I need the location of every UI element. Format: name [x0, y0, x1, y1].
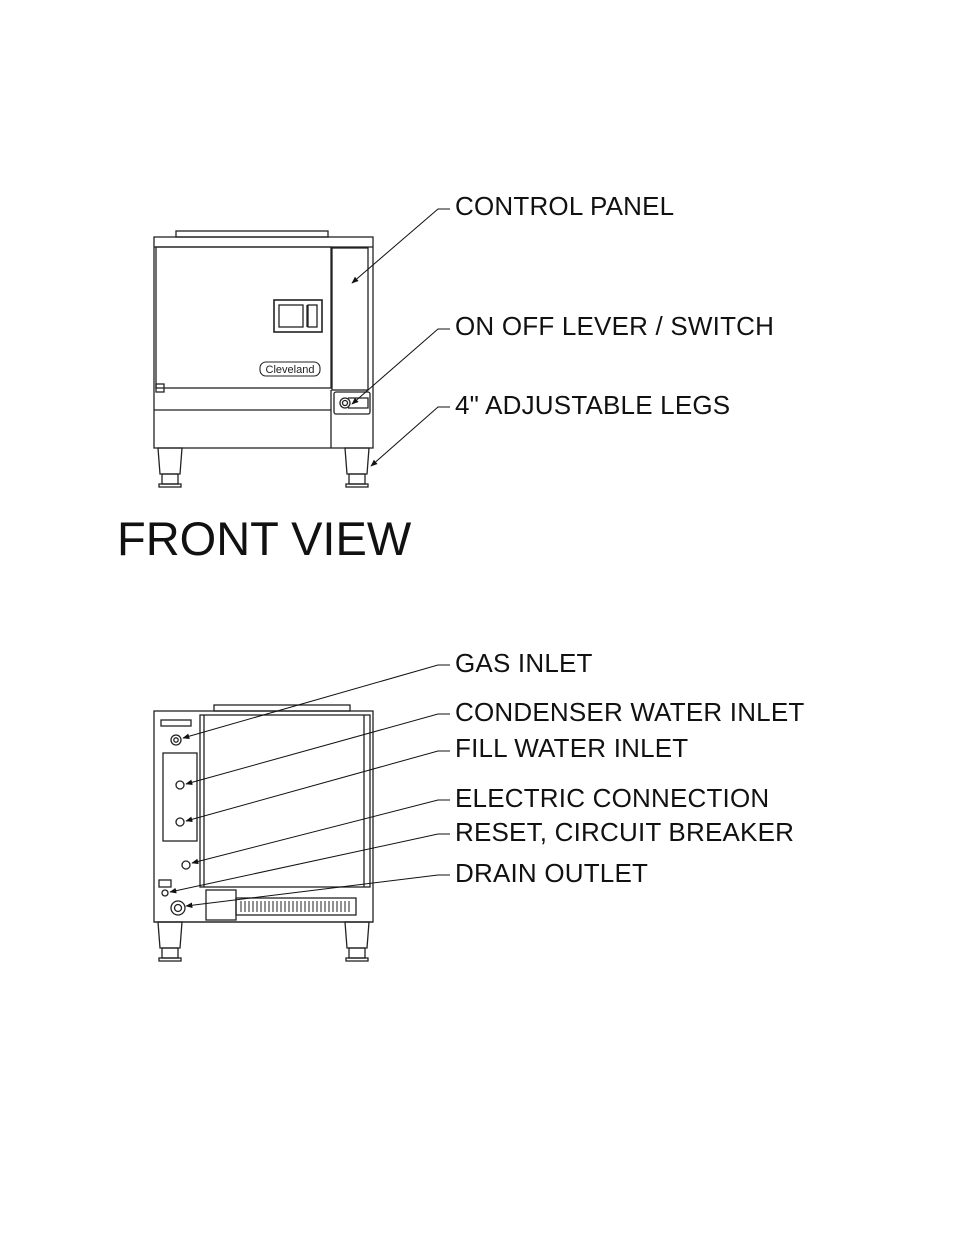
svg-text:Cleveland: Cleveland: [265, 364, 315, 376]
label-reset-circuit-breaker: RESET, CIRCUIT BREAKER: [455, 817, 795, 847]
rear-legs: [158, 922, 369, 961]
rear-body-outline: [154, 711, 373, 922]
label-fill-water-inlet: FILL WATER INLET: [455, 733, 689, 763]
electric-connection-port: [182, 861, 190, 869]
label-on-off-lever: ON OFF LEVER / SWITCH: [455, 311, 775, 341]
front-unit-drawing: [154, 231, 373, 487]
drain-outlet-port: [171, 901, 185, 915]
label-gas-inlet: GAS INLET: [455, 648, 593, 678]
label-control-panel: CONTROL PANEL: [455, 191, 675, 221]
cleveland-logo: [260, 362, 320, 376]
label-adjustable-legs: 4" ADJUSTABLE LEGS: [455, 390, 731, 420]
front-view-title: FRONT VIEW: [117, 512, 412, 565]
reset-breaker-button: [162, 890, 168, 896]
control-panel: [332, 248, 368, 390]
front-legs: [158, 448, 369, 487]
front-body-outline: [154, 237, 373, 448]
label-drain-outlet: DRAIN OUTLET: [455, 858, 649, 888]
inlet-panel: [163, 753, 197, 841]
rear-vent-slots: [241, 901, 349, 912]
rear-unit-drawing: [154, 705, 373, 961]
front-top-lid: [176, 231, 328, 237]
label-condenser-water-inlet: CONDENSER WATER INLET: [455, 697, 805, 727]
label-electric-connection: ELECTRIC CONNECTION: [455, 783, 770, 813]
rear-leader-lines: [170, 665, 450, 906]
